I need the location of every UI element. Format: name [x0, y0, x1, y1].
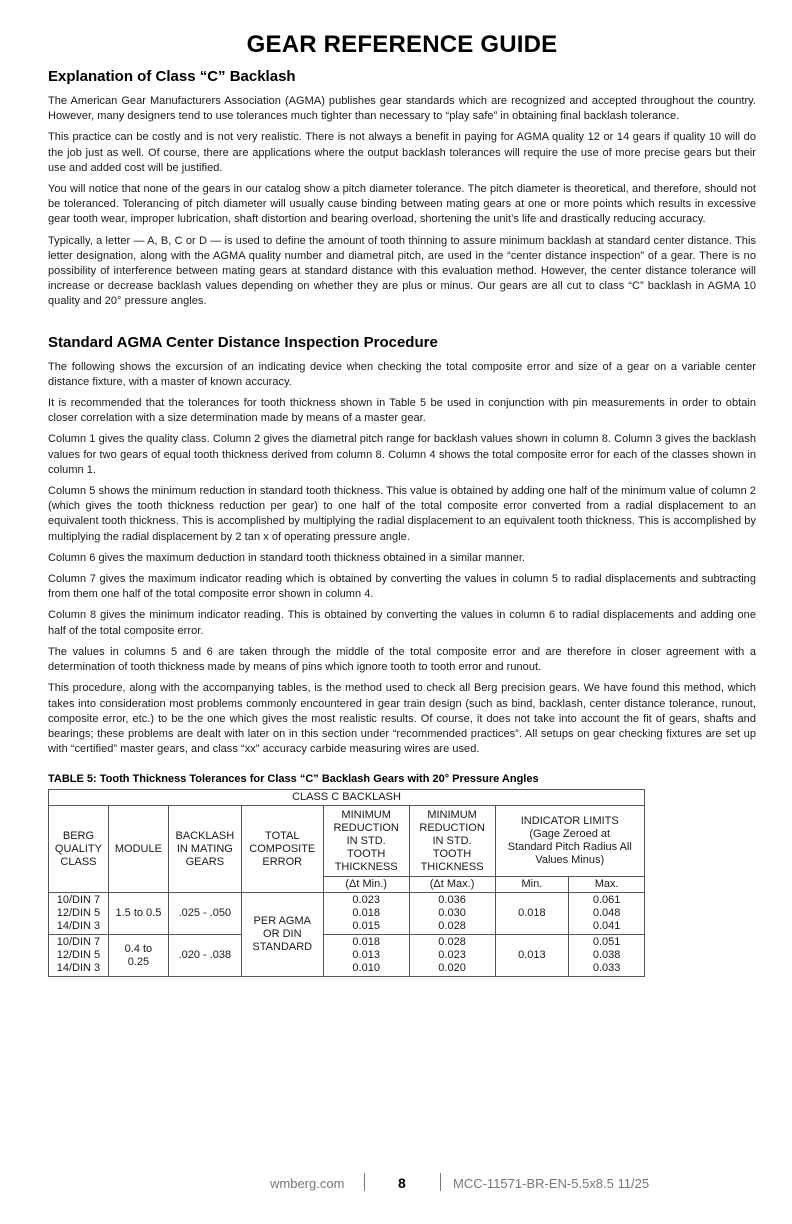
cell-module: 0.4 to 0.25	[108, 935, 168, 977]
cell-module: 1.5 to 0.5	[108, 893, 168, 935]
table-row	[49, 935, 645, 977]
page-footer	[0, 1174, 792, 1196]
header-quality-class: BERG QUALITY CLASS	[49, 806, 109, 893]
page-number: 8	[398, 1175, 406, 1191]
cell-dt-min: 0.018 0.013 0.010	[323, 935, 409, 977]
paragraph: The American Gear Manufacturers Association (AGMA) publishes gear standards which are recognized and accepted throughout the country. However, many designers tend to use tolerances much tighter than necessary to “play safe” in obtaining final backlash tolerance.	[48, 95, 756, 123]
header-module: MODULE	[108, 806, 168, 893]
paragraph: You will notice that none of the gears in our catalog show a pitch diameter tolerance. The pitch diameter is theoretical, and therefore, should not be toleranced. Tolerancing of pitch diameter will usually cause binding between mating gears at one or more points which results in excessive gear tooth wear, improper lubrication, shaft distortion and bearing overload, shortening the unit’s life and drastically reducing accuracy.	[48, 183, 756, 226]
paragraph: Column 8 gives the minimum indicator reading. This is obtained by converting the values in column 6 to radial displacements and adding one half of the total composite error.	[48, 609, 756, 637]
table-row	[49, 893, 645, 935]
subheader-indicator-min: Min.	[495, 877, 569, 893]
subheader-indicator-max: Max.	[569, 877, 645, 893]
section-body-backlash	[48, 94, 756, 310]
paragraph: This practice can be costly and is not very realistic. There is not always a benefit in paying for AGMA quality 12 or 14 gears if quality 10 will do the job just as well. Of course, there are applications where the output backlash tolerances will require the use of more precise gears but their use and added cost will be justified.	[48, 131, 756, 174]
cell-quality: 10/DIN 7 12/DIN 5 14/DIN 3	[49, 935, 109, 977]
cell-dt-min: 0.023 0.018 0.015	[323, 893, 409, 935]
paragraph: The following shows the excursion of an indicating device when checking the total composite error and size of a gear on a variable center distance fixture, with a master of known accuracy.	[48, 360, 756, 388]
header-indicator-limits: INDICATOR LIMITS (Gage Zeroed at Standard Pitch Radius All Values Minus)	[495, 806, 644, 877]
cell-backlash: .020 - .038	[168, 935, 241, 977]
document-code: MCC-11571-BR-EN-5.5x8.5 11/25	[453, 1176, 650, 1191]
cell-indicator-min: 0.013	[495, 935, 569, 977]
cell-dt-max: 0.028 0.023 0.020	[409, 935, 495, 977]
header-composite-error: TOTAL COMPOSITE ERROR	[241, 806, 323, 893]
paragraph: This procedure, along with the accompanying tables, is the method used to check all Berg precision gears. We have found this method, which takes into consideration most problems commonly encountered in gear train design (such as bind, backlash, center distance tolerance, runout, composite error, etc.) to be the one which gives the most realistic results. Of course, it does not take into account the fit of gears, shafts and bearings; these problems are dealt with later on in this section under “recommended practices”. All setups on gear checking fixtures are set up with “certified” master gears, and class “xx” accuracy carbide measuring wires are used.	[48, 682, 756, 756]
paragraph: Column 1 gives the quality class. Column 2 gives the diametral pitch range for backlash values shown in column 8. Column 3 gives the backlash values for two gears of equal tooth thickness derived from column 8. Column 4 shows the total composite error for each of the classes shown in column 1.	[48, 433, 756, 476]
section-heading-backlash: Explanation of Class “C” Backlash	[48, 68, 296, 85]
footer-divider	[364, 1173, 365, 1191]
page-title: GEAR REFERENCE GUIDE	[246, 31, 558, 58]
section-heading-inspection: Standard AGMA Center Distance Inspection Procedure	[48, 333, 438, 351]
footer-website-link[interactable]: wmberg.com	[270, 1176, 345, 1191]
table-header-row	[49, 806, 645, 877]
cell-indicator-max: 0.051 0.038 0.033	[569, 935, 645, 977]
paragraph: Column 5 shows the minimum reduction in standard tooth thickness. This value is obtained by adding one half of the minimum value of column 2 (which gives the tooth thickness reduction per gear) to one half of the total composite error converted from a radial displacement to an equivalent tooth thickness. This is accomplished by multiplying the radial displacement to an equivalent tooth thickness. This is accomplished by multiplying the radial displacement by 2 tan x of operating pressure angle.	[48, 485, 756, 543]
header-min-reduction: MINIMUM REDUCTION IN STD. TOOTH THICKNESS	[323, 806, 409, 877]
tolerance-table	[48, 789, 645, 977]
paragraph: Column 6 gives the maximum deduction in standard tooth thickness obtained in a similar manner.	[48, 551, 526, 564]
cell-indicator-min: 0.018	[495, 893, 569, 935]
subheader-dt-max: (Δt Max.)	[409, 877, 495, 893]
table-caption: TABLE 5: Tooth Thickness Tolerances for Class “C” Backlash Gears with 20° Pressure Angles	[48, 773, 539, 786]
section-body-inspection	[48, 360, 756, 758]
cell-indicator-max: 0.061 0.048 0.041	[569, 893, 645, 935]
cell-dt-max: 0.036 0.030 0.028	[409, 893, 495, 935]
paragraph: Column 7 gives the maximum indicator reading which is obtained by converting the values in column 5 to radial displacements and subtracting from them one half of the total composite error shown in column 4.	[48, 573, 756, 601]
cell-composite-error: PER AGMA OR DIN STANDARD	[241, 893, 323, 977]
page	[48, 28, 756, 977]
table-group-header-row	[49, 790, 645, 806]
paragraph: The values in columns 5 and 6 are taken through the middle of the total composite error and are therefore in closer agreement with a determination of tooth thickness made by means of pins which ignore tooth to tooth error and runout.	[48, 645, 756, 674]
cell-quality: 10/DIN 7 12/DIN 5 14/DIN 3	[49, 893, 109, 935]
table-group-header: CLASS C BACKLASH	[49, 790, 645, 806]
cell-backlash: .025 - .050	[168, 893, 241, 935]
subheader-dt-min: (Δt Min.)	[323, 877, 409, 893]
header-backlash: BACKLASH IN MATING GEARS	[168, 806, 241, 893]
header-max-reduction: MINIMUM REDUCTION IN STD. TOOTH THICKNESS	[409, 806, 495, 877]
paragraph: Typically, a letter — A, B, C or D — is used to define the amount of tooth thinning to assure minimum backlash at standard center distance. This letter designation, along with the AGMA quality number and diametral pitch, are used in the “center distance inspection” of a gear. There is no possibility of interference between mating gears at standard distance with this evaluation method. However, the center distance tolerance will increase or decrease backlash values depending on whether they are plus or minus. Our gears are all cut to class “C” backlash in AGMA 10 quality and 20° pressure angles.	[48, 234, 756, 308]
footer-divider	[440, 1173, 441, 1191]
paragraph: It is recommended that the tolerances for tooth thickness shown in Table 5 be used in conjunction with pin measurements in order to obtain closer correlation with a size determination made by means of a master gear.	[48, 397, 756, 425]
